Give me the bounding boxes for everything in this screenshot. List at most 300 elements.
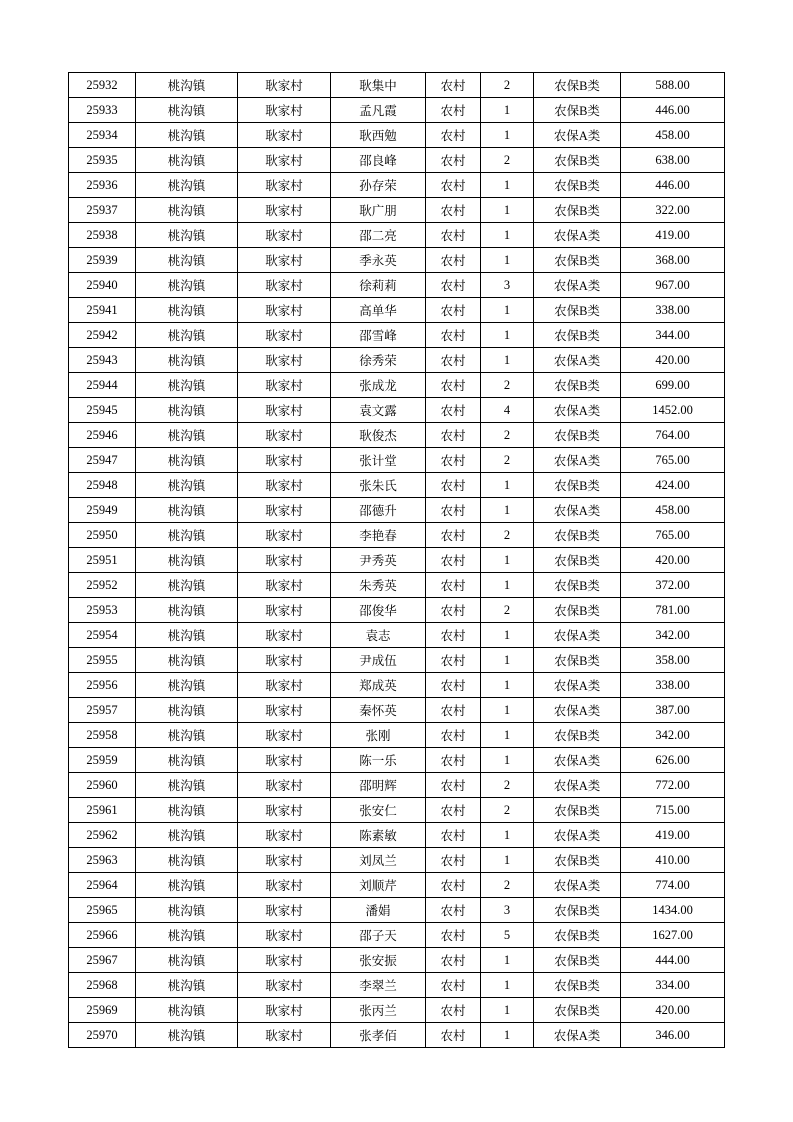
- cell-village: 耿家村: [238, 698, 331, 723]
- cell-name: 孟凡霞: [331, 98, 426, 123]
- cell-serial-number: 25938: [69, 223, 136, 248]
- cell-town: 桃沟镇: [136, 748, 238, 773]
- cell-person-count: 1: [481, 998, 534, 1023]
- cell-person-count: 1: [481, 823, 534, 848]
- cell-serial-number: 25956: [69, 673, 136, 698]
- cell-amount: 419.00: [621, 223, 725, 248]
- table-row: [69, 923, 725, 948]
- cell-serial-number: 25944: [69, 373, 136, 398]
- cell-town: 桃沟镇: [136, 723, 238, 748]
- table-row: [69, 98, 725, 123]
- cell-town: 桃沟镇: [136, 648, 238, 673]
- cell-household-type: 农村: [426, 423, 481, 448]
- cell-insurance-category: 农保B类: [534, 198, 621, 223]
- table-row: [69, 973, 725, 998]
- cell-name: 李翠兰: [331, 973, 426, 998]
- cell-serial-number: 25957: [69, 698, 136, 723]
- cell-household-type: 农村: [426, 923, 481, 948]
- table-row: [69, 148, 725, 173]
- cell-town: 桃沟镇: [136, 1023, 238, 1048]
- cell-name: 孙存荣: [331, 173, 426, 198]
- table-row: [69, 823, 725, 848]
- cell-insurance-category: 农保A类: [534, 623, 621, 648]
- cell-name: 袁文露: [331, 398, 426, 423]
- cell-amount: 344.00: [621, 323, 725, 348]
- cell-serial-number: 25970: [69, 1023, 136, 1048]
- cell-household-type: 农村: [426, 1023, 481, 1048]
- cell-household-type: 农村: [426, 798, 481, 823]
- cell-town: 桃沟镇: [136, 698, 238, 723]
- cell-insurance-category: 农保B类: [534, 423, 621, 448]
- cell-name: 朱秀英: [331, 573, 426, 598]
- cell-village: 耿家村: [238, 648, 331, 673]
- cell-person-count: 1: [481, 123, 534, 148]
- cell-town: 桃沟镇: [136, 798, 238, 823]
- cell-person-count: 1: [481, 498, 534, 523]
- cell-amount: 444.00: [621, 948, 725, 973]
- cell-town: 桃沟镇: [136, 373, 238, 398]
- cell-person-count: 2: [481, 798, 534, 823]
- cell-person-count: 4: [481, 398, 534, 423]
- cell-village: 耿家村: [238, 848, 331, 873]
- cell-serial-number: 25939: [69, 248, 136, 273]
- cell-amount: 772.00: [621, 773, 725, 798]
- cell-household-type: 农村: [426, 73, 481, 98]
- table-row: [69, 1023, 725, 1048]
- cell-town: 桃沟镇: [136, 73, 238, 98]
- cell-insurance-category: 农保A类: [534, 673, 621, 698]
- cell-household-type: 农村: [426, 673, 481, 698]
- cell-serial-number: 25954: [69, 623, 136, 648]
- cell-person-count: 1: [481, 348, 534, 373]
- cell-amount: 387.00: [621, 698, 725, 723]
- cell-village: 耿家村: [238, 273, 331, 298]
- table-row: [69, 723, 725, 748]
- cell-village: 耿家村: [238, 148, 331, 173]
- cell-village: 耿家村: [238, 348, 331, 373]
- cell-town: 桃沟镇: [136, 898, 238, 923]
- cell-insurance-category: 农保B类: [534, 323, 621, 348]
- cell-serial-number: 25949: [69, 498, 136, 523]
- cell-household-type: 农村: [426, 398, 481, 423]
- cell-person-count: 1: [481, 748, 534, 773]
- cell-name: 刘凤兰: [331, 848, 426, 873]
- cell-serial-number: 25962: [69, 823, 136, 848]
- cell-person-count: 2: [481, 73, 534, 98]
- cell-serial-number: 25947: [69, 448, 136, 473]
- cell-town: 桃沟镇: [136, 573, 238, 598]
- cell-serial-number: 25946: [69, 423, 136, 448]
- cell-serial-number: 25951: [69, 548, 136, 573]
- cell-household-type: 农村: [426, 148, 481, 173]
- cell-person-count: 1: [481, 848, 534, 873]
- cell-amount: 410.00: [621, 848, 725, 873]
- cell-household-type: 农村: [426, 723, 481, 748]
- cell-person-count: 1: [481, 973, 534, 998]
- cell-household-type: 农村: [426, 323, 481, 348]
- cell-name: 潘娟: [331, 898, 426, 923]
- cell-insurance-category: 农保A类: [534, 698, 621, 723]
- cell-amount: 322.00: [621, 198, 725, 223]
- cell-insurance-category: 农保A类: [534, 223, 621, 248]
- cell-person-count: 1: [481, 298, 534, 323]
- cell-household-type: 农村: [426, 973, 481, 998]
- table-body: [69, 73, 725, 1048]
- cell-town: 桃沟镇: [136, 498, 238, 523]
- cell-name: 邵德升: [331, 498, 426, 523]
- table-row: [69, 498, 725, 523]
- cell-town: 桃沟镇: [136, 848, 238, 873]
- cell-amount: 346.00: [621, 1023, 725, 1048]
- cell-household-type: 农村: [426, 898, 481, 923]
- cell-serial-number: 25963: [69, 848, 136, 873]
- table-row: [69, 873, 725, 898]
- cell-amount: 342.00: [621, 623, 725, 648]
- cell-household-type: 农村: [426, 98, 481, 123]
- cell-town: 桃沟镇: [136, 823, 238, 848]
- cell-amount: 765.00: [621, 523, 725, 548]
- cell-village: 耿家村: [238, 248, 331, 273]
- table-row: [69, 348, 725, 373]
- cell-town: 桃沟镇: [136, 298, 238, 323]
- cell-person-count: 1: [481, 648, 534, 673]
- cell-village: 耿家村: [238, 598, 331, 623]
- cell-town: 桃沟镇: [136, 248, 238, 273]
- cell-insurance-category: 农保A类: [534, 348, 621, 373]
- table-row: [69, 848, 725, 873]
- table-row: [69, 523, 725, 548]
- cell-amount: 588.00: [621, 73, 725, 98]
- benefit-roster-table: [68, 72, 725, 1048]
- cell-town: 桃沟镇: [136, 473, 238, 498]
- cell-household-type: 农村: [426, 248, 481, 273]
- cell-serial-number: 25945: [69, 398, 136, 423]
- cell-insurance-category: 农保A类: [534, 448, 621, 473]
- cell-serial-number: 25933: [69, 98, 136, 123]
- cell-name: 刘顺芹: [331, 873, 426, 898]
- cell-village: 耿家村: [238, 448, 331, 473]
- cell-town: 桃沟镇: [136, 173, 238, 198]
- cell-amount: 715.00: [621, 798, 725, 823]
- table-row: [69, 223, 725, 248]
- cell-serial-number: 25961: [69, 798, 136, 823]
- cell-town: 桃沟镇: [136, 598, 238, 623]
- cell-household-type: 农村: [426, 473, 481, 498]
- cell-household-type: 农村: [426, 748, 481, 773]
- cell-insurance-category: 农保B类: [534, 848, 621, 873]
- table-row: [69, 273, 725, 298]
- cell-person-count: 2: [481, 773, 534, 798]
- cell-village: 耿家村: [238, 623, 331, 648]
- cell-name: 耿西勉: [331, 123, 426, 148]
- cell-amount: 626.00: [621, 748, 725, 773]
- cell-name: 秦怀英: [331, 698, 426, 723]
- cell-person-count: 1: [481, 573, 534, 598]
- cell-name: 张刚: [331, 723, 426, 748]
- cell-name: 袁志: [331, 623, 426, 648]
- cell-town: 桃沟镇: [136, 523, 238, 548]
- cell-amount: 774.00: [621, 873, 725, 898]
- table-row: [69, 673, 725, 698]
- cell-serial-number: 25950: [69, 523, 136, 548]
- cell-amount: 446.00: [621, 173, 725, 198]
- cell-household-type: 农村: [426, 273, 481, 298]
- cell-town: 桃沟镇: [136, 623, 238, 648]
- table-row: [69, 773, 725, 798]
- cell-insurance-category: 农保B类: [534, 248, 621, 273]
- cell-amount: 446.00: [621, 98, 725, 123]
- cell-village: 耿家村: [238, 873, 331, 898]
- cell-amount: 424.00: [621, 473, 725, 498]
- cell-village: 耿家村: [238, 523, 331, 548]
- cell-amount: 781.00: [621, 598, 725, 623]
- cell-person-count: 1: [481, 98, 534, 123]
- cell-serial-number: 25952: [69, 573, 136, 598]
- cell-name: 邵良峰: [331, 148, 426, 173]
- table-row: [69, 298, 725, 323]
- cell-household-type: 农村: [426, 298, 481, 323]
- cell-person-count: 1: [481, 548, 534, 573]
- cell-person-count: 1: [481, 248, 534, 273]
- cell-insurance-category: 农保B类: [534, 998, 621, 1023]
- cell-village: 耿家村: [238, 673, 331, 698]
- cell-household-type: 农村: [426, 573, 481, 598]
- cell-village: 耿家村: [238, 923, 331, 948]
- cell-insurance-category: 农保B类: [534, 298, 621, 323]
- cell-name: 耿广朋: [331, 198, 426, 223]
- cell-village: 耿家村: [238, 548, 331, 573]
- cell-name: 张朱氏: [331, 473, 426, 498]
- table-row: [69, 373, 725, 398]
- table-row: [69, 623, 725, 648]
- cell-insurance-category: 农保B类: [534, 573, 621, 598]
- cell-amount: 420.00: [621, 548, 725, 573]
- cell-person-count: 1: [481, 223, 534, 248]
- cell-village: 耿家村: [238, 198, 331, 223]
- cell-village: 耿家村: [238, 473, 331, 498]
- cell-village: 耿家村: [238, 948, 331, 973]
- cell-serial-number: 25967: [69, 948, 136, 973]
- cell-village: 耿家村: [238, 973, 331, 998]
- cell-household-type: 农村: [426, 773, 481, 798]
- table-row: [69, 323, 725, 348]
- cell-person-count: 2: [481, 448, 534, 473]
- cell-village: 耿家村: [238, 223, 331, 248]
- cell-serial-number: 25940: [69, 273, 136, 298]
- cell-name: 陈素敏: [331, 823, 426, 848]
- cell-household-type: 农村: [426, 848, 481, 873]
- cell-serial-number: 25943: [69, 348, 136, 373]
- cell-name: 张丙兰: [331, 998, 426, 1023]
- cell-village: 耿家村: [238, 498, 331, 523]
- cell-insurance-category: 农保B类: [534, 73, 621, 98]
- cell-village: 耿家村: [238, 123, 331, 148]
- cell-person-count: 1: [481, 323, 534, 348]
- cell-insurance-category: 农保A类: [534, 123, 621, 148]
- cell-insurance-category: 农保A类: [534, 1023, 621, 1048]
- cell-household-type: 农村: [426, 123, 481, 148]
- cell-name: 张孝佰: [331, 1023, 426, 1048]
- cell-village: 耿家村: [238, 748, 331, 773]
- cell-town: 桃沟镇: [136, 98, 238, 123]
- cell-insurance-category: 农保A类: [534, 773, 621, 798]
- cell-town: 桃沟镇: [136, 348, 238, 373]
- cell-insurance-category: 农保B类: [534, 148, 621, 173]
- cell-village: 耿家村: [238, 373, 331, 398]
- cell-insurance-category: 农保B类: [534, 523, 621, 548]
- cell-name: 徐莉莉: [331, 273, 426, 298]
- cell-amount: 420.00: [621, 348, 725, 373]
- cell-serial-number: 25942: [69, 323, 136, 348]
- table-row: [69, 698, 725, 723]
- cell-insurance-category: 农保B类: [534, 98, 621, 123]
- cell-household-type: 农村: [426, 498, 481, 523]
- cell-name: 邵雪峰: [331, 323, 426, 348]
- cell-town: 桃沟镇: [136, 223, 238, 248]
- table-row: [69, 198, 725, 223]
- cell-insurance-category: 农保A类: [534, 748, 621, 773]
- cell-household-type: 农村: [426, 223, 481, 248]
- cell-village: 耿家村: [238, 298, 331, 323]
- table-row: [69, 648, 725, 673]
- cell-village: 耿家村: [238, 998, 331, 1023]
- cell-insurance-category: 农保B类: [534, 798, 621, 823]
- cell-town: 桃沟镇: [136, 973, 238, 998]
- cell-amount: 967.00: [621, 273, 725, 298]
- cell-insurance-category: 农保A类: [534, 273, 621, 298]
- cell-town: 桃沟镇: [136, 398, 238, 423]
- cell-person-count: 2: [481, 148, 534, 173]
- table-row: [69, 948, 725, 973]
- table-row: [69, 898, 725, 923]
- cell-person-count: 3: [481, 898, 534, 923]
- cell-town: 桃沟镇: [136, 423, 238, 448]
- cell-household-type: 农村: [426, 948, 481, 973]
- table-row: [69, 473, 725, 498]
- cell-household-type: 农村: [426, 998, 481, 1023]
- cell-village: 耿家村: [238, 398, 331, 423]
- cell-insurance-category: 农保B类: [534, 923, 621, 948]
- cell-insurance-category: 农保A类: [534, 398, 621, 423]
- cell-amount: 638.00: [621, 148, 725, 173]
- table-row: [69, 573, 725, 598]
- cell-person-count: 1: [481, 673, 534, 698]
- cell-person-count: 1: [481, 623, 534, 648]
- cell-insurance-category: 农保B类: [534, 473, 621, 498]
- cell-village: 耿家村: [238, 573, 331, 598]
- table-row: [69, 173, 725, 198]
- cell-town: 桃沟镇: [136, 998, 238, 1023]
- cell-town: 桃沟镇: [136, 773, 238, 798]
- cell-insurance-category: 农保B类: [534, 173, 621, 198]
- cell-person-count: 2: [481, 598, 534, 623]
- cell-name: 尹成伍: [331, 648, 426, 673]
- cell-town: 桃沟镇: [136, 448, 238, 473]
- cell-amount: 368.00: [621, 248, 725, 273]
- cell-household-type: 农村: [426, 548, 481, 573]
- cell-insurance-category: 农保B类: [534, 723, 621, 748]
- cell-town: 桃沟镇: [136, 948, 238, 973]
- cell-amount: 1627.00: [621, 923, 725, 948]
- cell-name: 耿集中: [331, 73, 426, 98]
- cell-person-count: 1: [481, 473, 534, 498]
- cell-amount: 338.00: [621, 298, 725, 323]
- cell-name: 邵俊华: [331, 598, 426, 623]
- cell-household-type: 农村: [426, 523, 481, 548]
- cell-person-count: 1: [481, 723, 534, 748]
- cell-serial-number: 25958: [69, 723, 136, 748]
- cell-amount: 458.00: [621, 123, 725, 148]
- cell-name: 张成龙: [331, 373, 426, 398]
- cell-village: 耿家村: [238, 773, 331, 798]
- cell-village: 耿家村: [238, 798, 331, 823]
- cell-amount: 334.00: [621, 973, 725, 998]
- cell-amount: 1434.00: [621, 898, 725, 923]
- cell-village: 耿家村: [238, 173, 331, 198]
- cell-name: 高单华: [331, 298, 426, 323]
- cell-amount: 764.00: [621, 423, 725, 448]
- cell-household-type: 农村: [426, 448, 481, 473]
- cell-village: 耿家村: [238, 723, 331, 748]
- cell-person-count: 1: [481, 198, 534, 223]
- cell-insurance-category: 农保B类: [534, 948, 621, 973]
- cell-person-count: 3: [481, 273, 534, 298]
- cell-serial-number: 25960: [69, 773, 136, 798]
- cell-household-type: 农村: [426, 648, 481, 673]
- cell-household-type: 农村: [426, 698, 481, 723]
- cell-insurance-category: 农保B类: [534, 648, 621, 673]
- table-row: [69, 548, 725, 573]
- cell-town: 桃沟镇: [136, 548, 238, 573]
- cell-person-count: 2: [481, 373, 534, 398]
- cell-serial-number: 25968: [69, 973, 136, 998]
- cell-serial-number: 25965: [69, 898, 136, 923]
- cell-town: 桃沟镇: [136, 873, 238, 898]
- cell-serial-number: 25969: [69, 998, 136, 1023]
- cell-name: 李艳春: [331, 523, 426, 548]
- cell-serial-number: 25935: [69, 148, 136, 173]
- cell-name: 陈一乐: [331, 748, 426, 773]
- cell-person-count: 1: [481, 948, 534, 973]
- table-row: [69, 998, 725, 1023]
- cell-person-count: 5: [481, 923, 534, 948]
- cell-insurance-category: 农保A类: [534, 823, 621, 848]
- cell-town: 桃沟镇: [136, 923, 238, 948]
- table-row: [69, 73, 725, 98]
- cell-town: 桃沟镇: [136, 148, 238, 173]
- cell-serial-number: 25948: [69, 473, 136, 498]
- table-row: [69, 398, 725, 423]
- cell-name: 尹秀英: [331, 548, 426, 573]
- cell-insurance-category: 农保B类: [534, 898, 621, 923]
- cell-name: 邵子天: [331, 923, 426, 948]
- cell-serial-number: 25964: [69, 873, 136, 898]
- cell-serial-number: 25959: [69, 748, 136, 773]
- cell-person-count: 1: [481, 698, 534, 723]
- cell-town: 桃沟镇: [136, 198, 238, 223]
- table-row: [69, 448, 725, 473]
- cell-serial-number: 25966: [69, 923, 136, 948]
- cell-name: 张计堂: [331, 448, 426, 473]
- cell-amount: 372.00: [621, 573, 725, 598]
- table-row: [69, 423, 725, 448]
- table-row: [69, 123, 725, 148]
- cell-village: 耿家村: [238, 1023, 331, 1048]
- cell-amount: 699.00: [621, 373, 725, 398]
- cell-household-type: 农村: [426, 198, 481, 223]
- table-row: [69, 798, 725, 823]
- cell-name: 徐秀荣: [331, 348, 426, 373]
